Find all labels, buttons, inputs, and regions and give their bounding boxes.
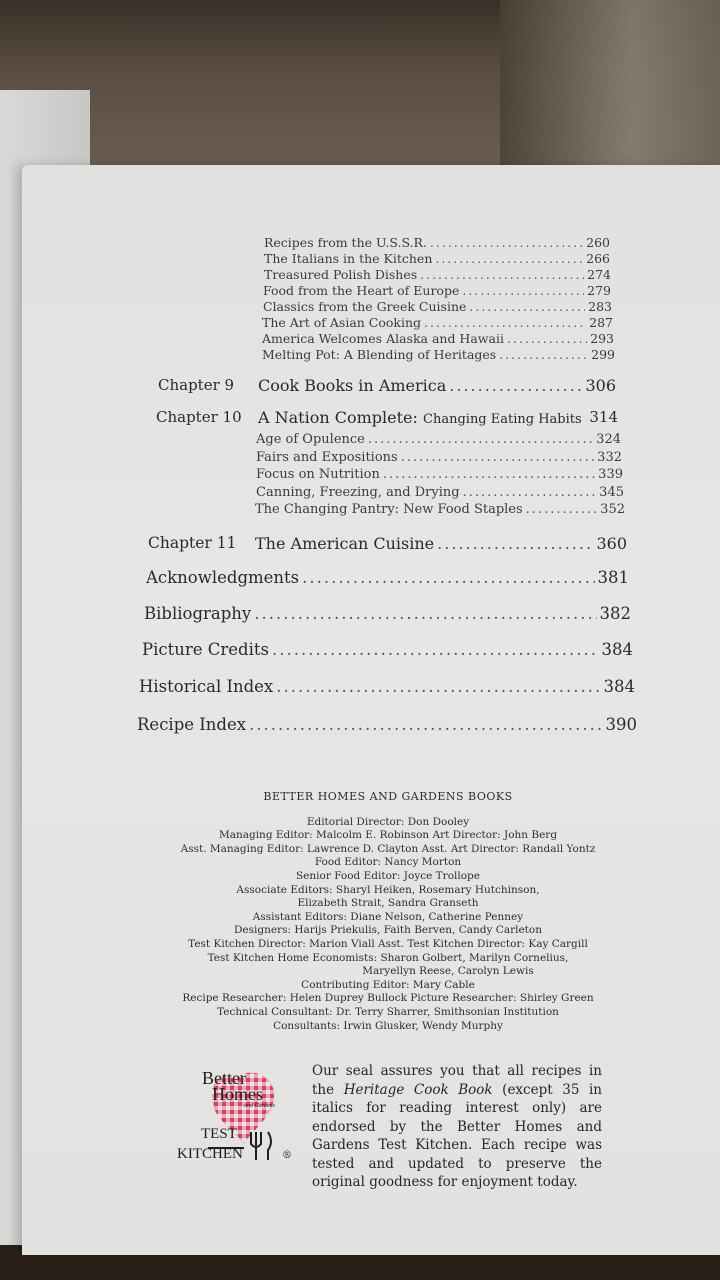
toc-endmatter-row (144, 604, 631, 623)
background-window-light (500, 0, 720, 175)
toc-row (256, 467, 623, 482)
toc-row (255, 502, 625, 517)
credit-line: Senior Food Editor: Joyce Trollope (295, 869, 480, 882)
toc-title: Melting Pot: A Blending of Heritages (262, 347, 497, 362)
toc-title: The American Cuisine (255, 534, 435, 553)
chapter-10-label: Chapter 10 (156, 408, 242, 426)
credits-heading: BETTER HOMES AND GARDENS BOOKS (263, 790, 513, 803)
credit-line: Technical Consultant: Dr. Terry Sharrer, Smithsonian Institution (217, 1005, 559, 1018)
toc-row (256, 485, 624, 500)
toc-title: The Italians in the Kitchen (264, 251, 433, 266)
registered-mark: ® (282, 1150, 292, 1161)
toc-page: 345 (599, 485, 624, 500)
toc-title: A Nation Complete: (258, 408, 418, 427)
toc-title: Acknowledgments (146, 568, 300, 587)
toc-page: 287 (589, 315, 613, 330)
toc-title: Classics from the Greek Cuisine (263, 299, 467, 314)
toc-chapter-row (258, 376, 616, 395)
staff-credits (39, 790, 720, 1033)
toc-page: 299 (591, 347, 615, 362)
toc-page: 384 (601, 640, 633, 659)
seal-statement (312, 1062, 602, 1192)
toc-title: Recipes from the U.S.S.R. (264, 235, 427, 250)
seal-text-part: Our seal assures you that all recipes in the (312, 1063, 602, 1098)
credit-line: Elizabeth Strait, Sandra Granseth (297, 897, 479, 910)
toc-row (263, 283, 611, 298)
chapter-11-label: Chapter 11 (148, 534, 237, 552)
toc-page: 360 (596, 534, 627, 553)
toc-page: 352 (600, 502, 625, 517)
credit-line: Associate Editors: Sharyl Heiken, Rosemary Hutchinson, (236, 883, 540, 896)
toc-row (262, 331, 614, 346)
logo-homes: Homes (212, 1084, 263, 1104)
toc-row (264, 235, 610, 250)
toc-page: 274 (587, 267, 611, 282)
toc-title: The Art of Asian Cooking (262, 315, 422, 330)
toc-endmatter-row (137, 715, 637, 734)
toc-page: 332 (597, 450, 622, 465)
toc-row (264, 267, 611, 282)
credit-line: Designers: Harijs Priekulis, Faith Berven, Candy Carleton (234, 924, 542, 937)
toc-chapter-row (258, 408, 618, 427)
toc-page: 390 (605, 715, 637, 734)
toc-chapter-row (255, 534, 627, 553)
logo-better: Better (202, 1068, 246, 1088)
toc-endmatter-row (146, 568, 629, 587)
seal-book-title: Heritage Cook Book (343, 1081, 493, 1098)
toc-title: America Welcomes Alaska and Hawaii (262, 331, 504, 346)
toc-title: Recipe Index (137, 715, 247, 734)
toc-page: 279 (587, 283, 611, 298)
book-page (22, 165, 720, 1255)
credit-line: Contributing Editor: Mary Cable (301, 978, 475, 991)
toc-title: Age of Opulence (256, 432, 365, 447)
toc-title: Food from the Heart of Europe (263, 283, 460, 298)
toc-page: 324 (596, 432, 621, 447)
logo-and-gardens: and Gardens (244, 1103, 275, 1109)
toc-title: The Changing Pantry: New Food Staples (255, 502, 523, 517)
credit-line: Consultants: Irwin Glusker, Wendy Murphy (273, 1019, 503, 1032)
toc-title: Cook Books in America (258, 376, 447, 395)
toc-page: 293 (590, 331, 614, 346)
toc-row (262, 347, 615, 362)
toc-title: Bibliography (144, 604, 252, 623)
toc-title: Historical Index (139, 677, 274, 696)
credit-line: Managing Editor: Malcolm E. Robinson Art Director: John Berg (218, 829, 558, 842)
credit-line: Test Kitchen Director: Marion Viall Asst. Test Kitchen Director: Kay Cargill (188, 937, 588, 950)
credit-line: Editorial Director: Don Dooley (306, 815, 470, 828)
toc-page: 283 (588, 299, 612, 314)
toc-row (263, 299, 612, 314)
toc-endmatter-row (139, 677, 635, 696)
credit-line: Asst. Managing Editor: Lawrence D. Clayton Asst. Art Director: Randall Yontz (180, 842, 596, 855)
credit-line: Assistant Editors: Diane Nelson, Catherine Penney (252, 910, 524, 923)
toc-page: 381 (597, 568, 629, 587)
toc-endmatter-row (142, 640, 633, 659)
toc-title: Fairs and Expositions (256, 450, 398, 465)
toc-row (264, 251, 610, 266)
logo-kitchen: KITCHEN (177, 1146, 243, 1162)
toc-page: 266 (586, 251, 610, 266)
credit-line: Test Kitchen Home Economists: Sharon Golbert, Marilyn Cornelius, (207, 951, 569, 964)
toc-page: 382 (599, 604, 631, 623)
toc-subtitle: Changing Eating Habits (423, 412, 582, 427)
toc-page: 314 (589, 408, 618, 426)
toc-page: 260 (586, 235, 610, 250)
chapter-9-label: Chapter 9 (158, 376, 235, 394)
toc-page: 384 (603, 677, 635, 696)
toc-page: 306 (585, 376, 616, 395)
toc-row (256, 432, 621, 447)
credit-line: Maryellyn Reese, Carolyn Lewis (362, 965, 534, 978)
toc-row (256, 450, 622, 465)
toc-title: Treasured Polish Dishes (264, 267, 418, 282)
toc-title: Picture Credits (142, 640, 269, 659)
test-kitchen-seal-logo (174, 1070, 294, 1178)
toc-title: Canning, Freezing, and Drying (256, 485, 460, 500)
toc-title: Focus on Nutrition (256, 467, 380, 482)
logo-test: TEST (201, 1126, 237, 1142)
toc-page: 339 (598, 467, 623, 482)
seal-text-part: (except 35 in italics for reading interest only) are endorsed by the Better Homes and Gardens Test Kitchen. Each recipe was tested and updated to preserve the original goodness for enjoyment today. (312, 1081, 602, 1190)
credit-line: Recipe Researcher: Helen Duprey Bullock Picture Researcher: Shirley Green (182, 992, 594, 1005)
toc-row (262, 315, 613, 330)
credit-line: Food Editor: Nancy Morton (314, 856, 462, 869)
